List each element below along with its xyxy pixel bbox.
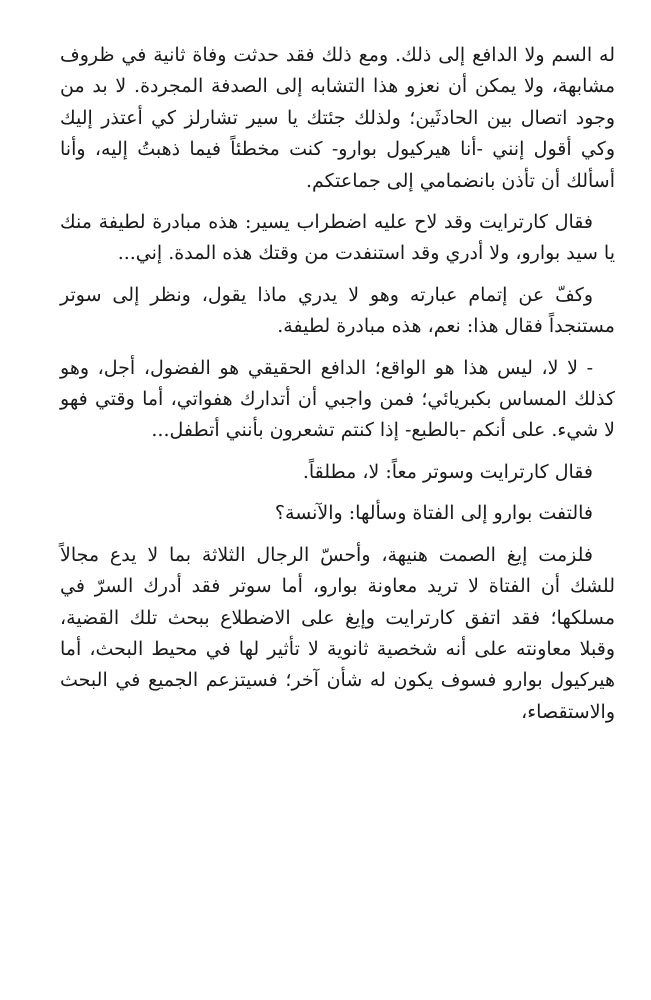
paragraph-7: فلزمت إيغ الصمت هنيهة، وأحسّ الرجال الثلاثة بما لا يدع مجالاً للشك أن الفتاة لا تريد معاونة بوارو، أما سوتر فقد أدرك السرّ في مسلكها؛ فقد اتفق كارترايت وإيغ على الاضطلاع ببحث تلك القضية، وقبلا معاونته على أنه شخصية ثانوية لا تأثير لها في محيط البحث، أما هيركيول بوارو فسوف يكون له شأن آخر؛ فسيتزعم الجميع في البحث والاستقصاء، (60, 543, 615, 723)
paragraph-3: وكفّ عن إتمام عبارته وهو لا يدري ماذا يقول، ونظر إلى سوتر مستنجداً فقال هذا: نعم، هذه مبادرة لطيفة. (60, 283, 615, 338)
paragraph-4: - لا لا، ليس هذا هو الواقع؛ الدافع الحقيقي هو الفضول، أجل، وهو كذلك المساس بكبريائي؛ فمن واجبي أن أتدارك هفواتي، أما وقتي فهو لا شيء. على أنكم -بالطبع- إذا كنتم تشعرون بأنني أتطفل... (60, 356, 615, 442)
paragraph-1: له السم ولا الدافع إلى ذلك. ومع ذلك فقد حدثت وفاة ثانية في ظروف مشابهة، ولا يمكن أن نعزو هذا التشابه إلى الصدفة المجردة. لا بد من وجود اتصال بين الحادثَين؛ ولذلك جئتك يا سير تشارلز كي أعتذر إليك وكي أقول إنني -أنا هيركيول بوارو- كنت مخطئاً فيما ذهبتُ إليه، وأنا أسألك أن تأذن بانضمامي إلى جماعتكم. (60, 44, 615, 192)
paragraph-6: فالتفت بوارو إلى الفتاة وسألها: والآنسة؟ (274, 502, 593, 525)
paragraph-5: فقال كارترايت وسوتر معاً: لا، مطلقاً. (302, 460, 593, 483)
paragraph-2: فقال كارترايت وقد لاح عليه اضطراب يسير: هذه مبادرة لطيفة منك يا سيد بوارو، ولا أدري وقد استنفدت من وقتك هذه المدة. إني... (60, 211, 615, 265)
book-page (60, 40, 615, 738)
